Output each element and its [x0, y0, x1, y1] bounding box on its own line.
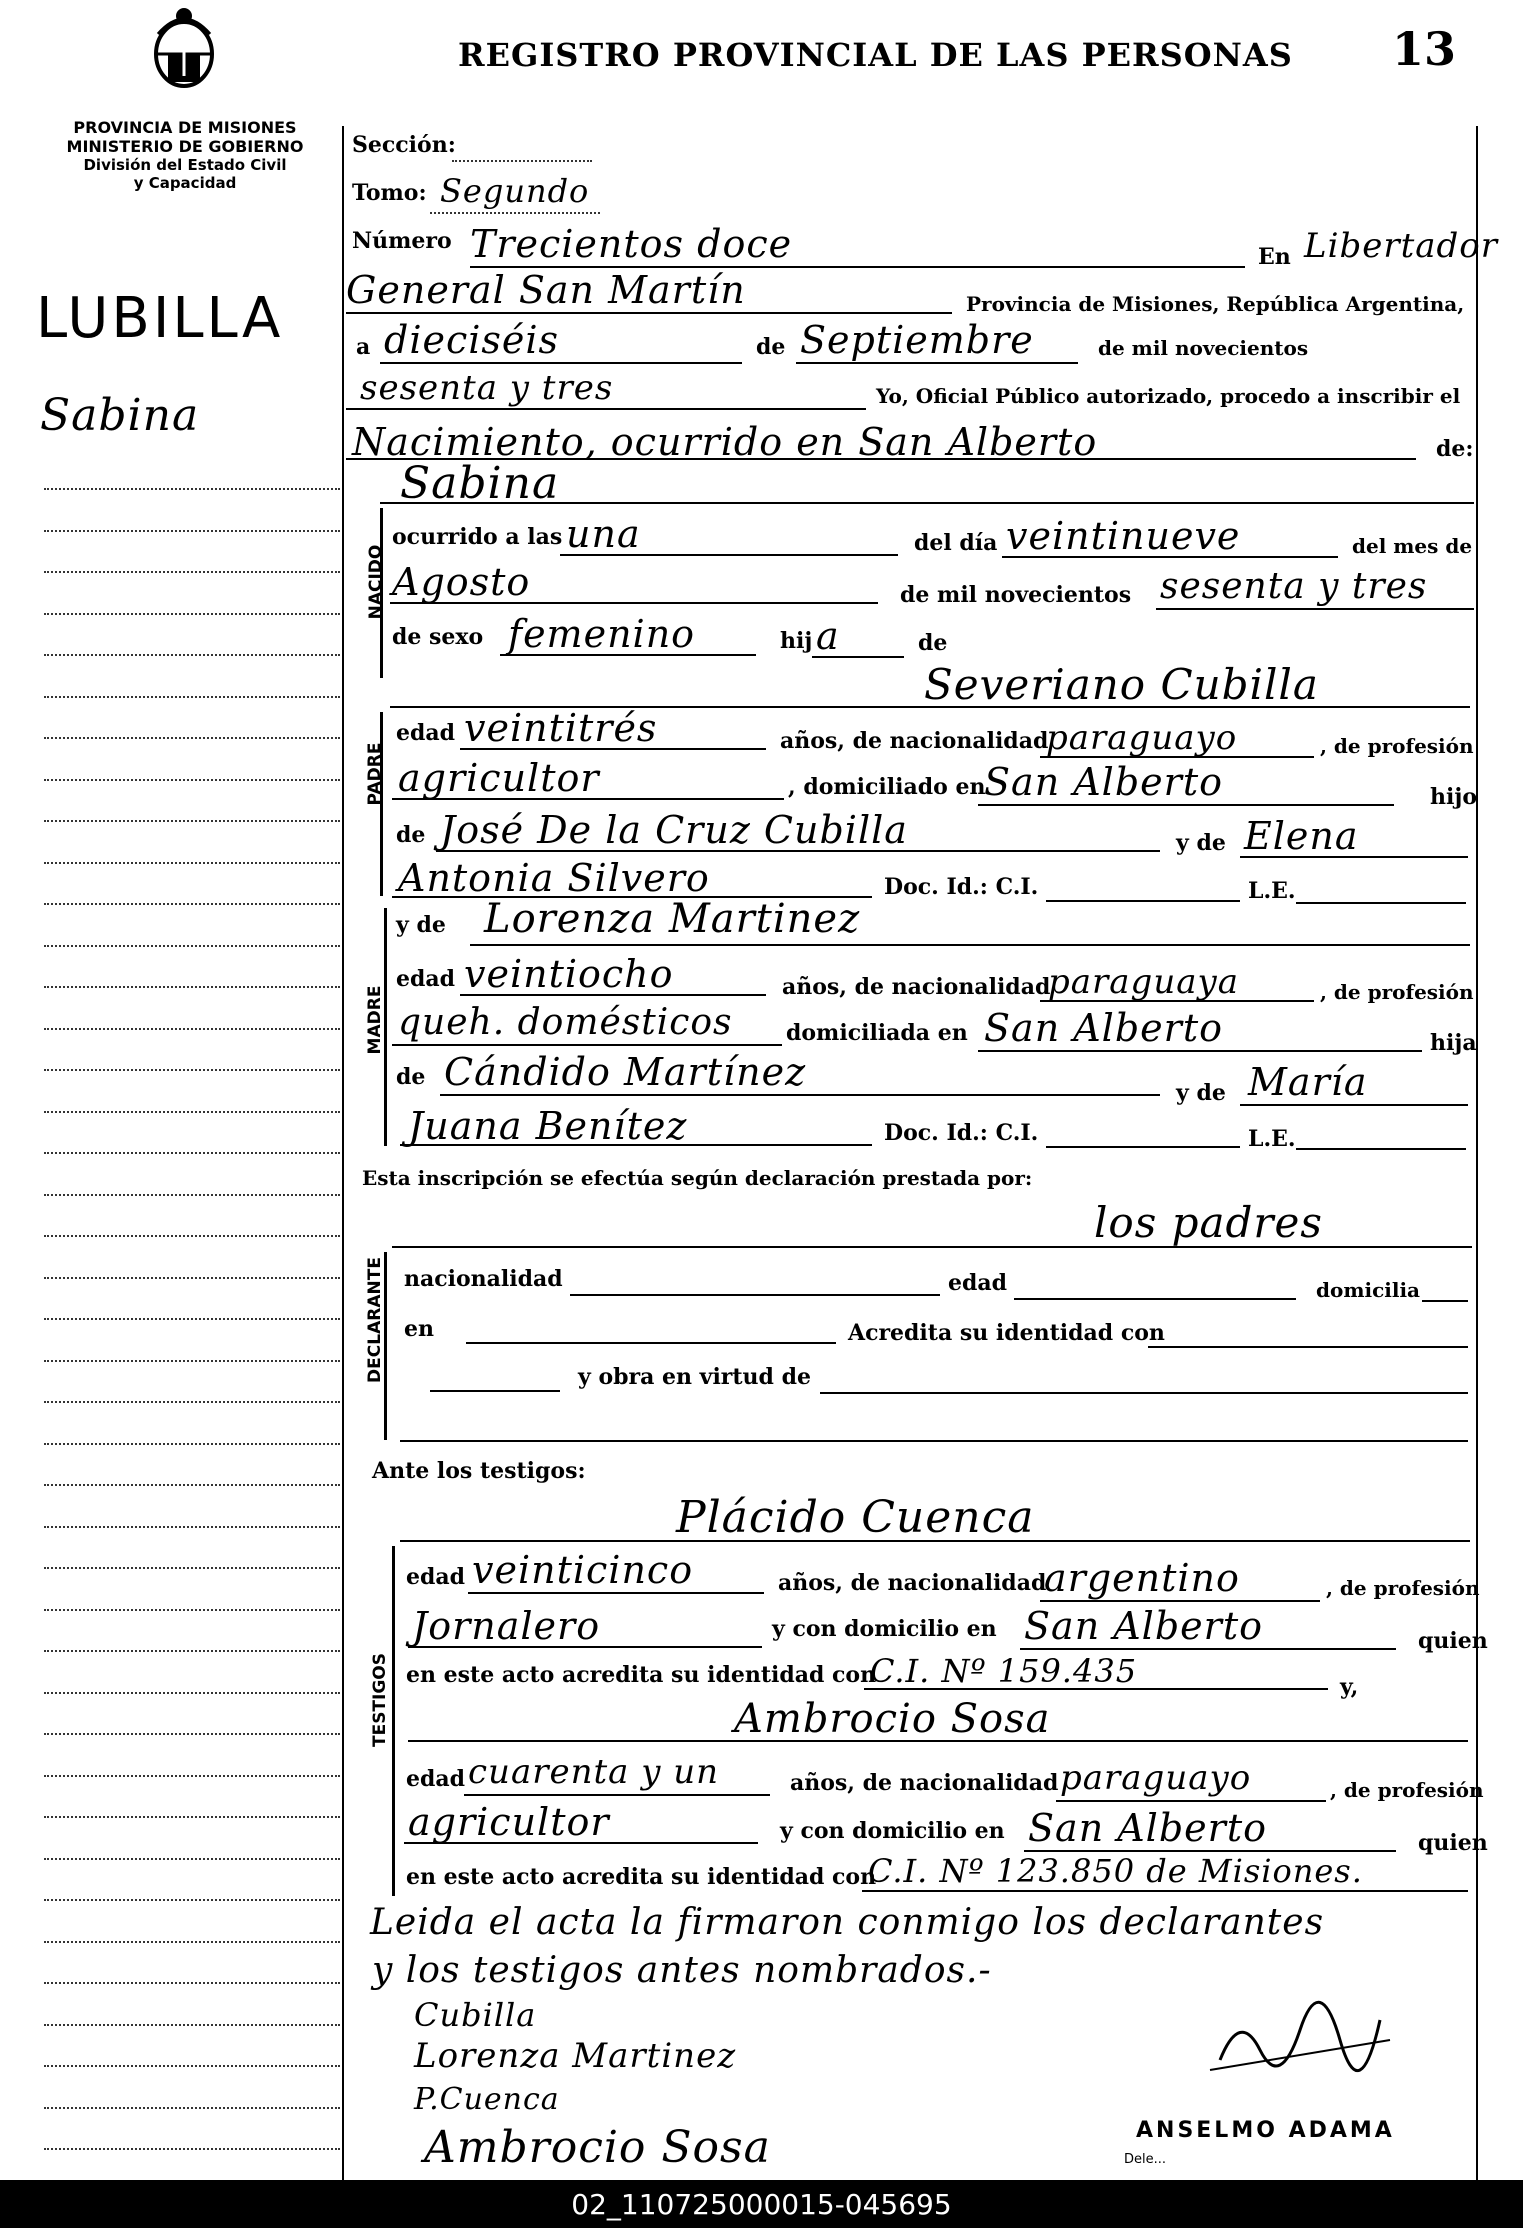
declarante-value: los padres [1094, 1198, 1323, 1247]
official-name: ANSELMO ADAMA [1136, 2118, 1395, 2143]
madre-nac-label: años, de nacionalidad [782, 974, 1051, 1000]
fecha-dia-line [380, 362, 742, 364]
margin-line [44, 737, 340, 739]
nacido-nombre-line [380, 502, 1474, 504]
t1-nac-label: años, de nacionalidad [778, 1570, 1047, 1596]
padre-edad-value: veintitrés [464, 706, 658, 750]
t1-ci-line [864, 1688, 1328, 1690]
margin-line [44, 1982, 340, 1984]
side-label-padre: PADRE [365, 742, 385, 806]
padre-edad-label: edad [396, 720, 456, 746]
margin-line [44, 2024, 340, 2026]
madre-dom-line [978, 1050, 1422, 1052]
t1-acto-label: en este acto acredita su identidad con [406, 1662, 877, 1688]
margin-line [44, 1443, 340, 1445]
margin-line [44, 2148, 340, 2150]
padre-prof-value: agricultor [398, 756, 600, 800]
padre-edad-line [460, 748, 766, 750]
margin-line [44, 1318, 340, 1320]
testigo1-line [400, 1540, 1470, 1542]
t2-prof-value: agricultor [408, 1800, 610, 1844]
t2-nac-line [1056, 1800, 1326, 1802]
decl-en-line [466, 1342, 836, 1344]
madre-le-line [1296, 1148, 1466, 1150]
decl-en-label: en [404, 1316, 434, 1342]
padre-prof-label: , de profesión [1320, 734, 1474, 758]
padre-y-de-line [1240, 856, 1468, 858]
t1-edad-line [468, 1592, 764, 1594]
madre-hija-label: hija [1430, 1030, 1477, 1056]
decl-obra-pre-line [430, 1390, 560, 1392]
margin-column-border [342, 126, 344, 2180]
en-value: Libertador [1304, 226, 1499, 266]
t1-dom-label: y con domicilio en [772, 1616, 997, 1642]
hora-line [560, 554, 898, 556]
fecha-dia: dieciséis [384, 318, 560, 362]
margin-line [44, 1692, 340, 1694]
hecho-value: Nacimiento, ocurrido en San Alberto [352, 420, 1098, 464]
madre-dom-value: San Alberto [984, 1006, 1223, 1050]
t2-edad-value: cuarenta y un [468, 1752, 720, 1792]
decl-acredita-line [1148, 1346, 1468, 1348]
margin-surname: LUBILLA [36, 286, 284, 351]
issuer-block [40, 118, 330, 192]
signature-sosa: Ambrocio Sosa [424, 2122, 771, 2173]
margin-line [44, 488, 340, 490]
madre-le-label: L.E. [1248, 1126, 1296, 1152]
provincia-label: Provincia de Misiones, República Argentina, [966, 292, 1465, 316]
hij-de-label: de [918, 630, 948, 656]
t2-edad-line [464, 1794, 770, 1796]
margin-line [44, 613, 340, 615]
hij-label: hij [780, 628, 813, 654]
padre-le-label: L.E. [1248, 878, 1296, 904]
t2-prof-line [404, 1842, 758, 1844]
yo-label: Yo, Oficial Público autorizado, procedo a inscribir el [876, 384, 1461, 408]
margin-line [44, 1235, 340, 1237]
margin-line [44, 903, 340, 905]
coat-of-arms-icon [148, 4, 220, 88]
madre-y-de-label: y de [396, 912, 446, 938]
margin-line [44, 530, 340, 532]
madre-prof-value: queh. domésticos [398, 1002, 733, 1043]
padre-nac-label: años, de nacionalidad [780, 728, 1049, 754]
margin-line [44, 1152, 340, 1154]
tomo-label: Tomo: [352, 180, 427, 206]
madre-nombre-line [470, 944, 1470, 946]
decl-nac-line [570, 1294, 940, 1296]
margin-line [44, 1816, 340, 1818]
anio-nac-line [1156, 608, 1474, 610]
t1-quien-label: quien [1418, 1628, 1488, 1654]
declarante-line [392, 1246, 1472, 1248]
t1-y-label: y, [1340, 1674, 1359, 1700]
decl-edad-label: edad [948, 1270, 1008, 1296]
margin-line [44, 1360, 340, 1362]
decl-extra-line [400, 1440, 1468, 1442]
margin-line [44, 1733, 340, 1735]
t1-edad-label: edad [406, 1564, 466, 1590]
padre-y-de-label: y de [1176, 830, 1226, 856]
hecho-de-label: de: [1436, 436, 1474, 462]
dia-nac-line [1002, 556, 1338, 558]
anio-nac-value: sesenta y tres [1160, 566, 1428, 607]
decl-acredita-label: Acredita su identidad con [848, 1320, 1165, 1346]
padre-le-line [1296, 902, 1466, 904]
margin-line [44, 2107, 340, 2109]
margin-line [44, 1401, 340, 1403]
padre-hijo-de-value: José De la Cruz Cubilla [440, 808, 908, 852]
padre-hijo-label: hijo [1430, 784, 1477, 810]
numero-label: Número [352, 228, 452, 254]
seccion-label: Sección: [352, 132, 456, 158]
margin-line [44, 1526, 340, 1528]
madre-y-de-value-2: Juana Benítez [408, 1104, 688, 1148]
decl-dom-line [1422, 1300, 1468, 1302]
mes-nac-value: Agosto [392, 560, 531, 604]
en-value-2: General San Martín [346, 268, 746, 312]
t1-dom-line [1020, 1648, 1396, 1650]
margin-line [44, 1194, 340, 1196]
padre-prof-line [392, 798, 784, 800]
page-title: REGISTRO PROVINCIAL DE LAS PERSONAS [458, 36, 1293, 74]
testigo1-nombre: Plácido Cuenca [676, 1492, 1035, 1543]
t1-edad-value: veinticinco [472, 1548, 694, 1592]
t1-prof-line [408, 1646, 762, 1648]
inscripcion-label: Esta inscripción se efectúa según declaración prestada por: [362, 1166, 1033, 1190]
madre-edad-line [460, 994, 766, 996]
padre-dom-line [978, 804, 1394, 806]
padre-doc-label: Doc. Id.: C.I. [884, 874, 1039, 900]
madre-hija-de-value: Cándido Martínez [444, 1050, 807, 1094]
madre-prof-line [392, 1044, 782, 1046]
padre-y-de-value-2: Antonia Silvero [398, 856, 710, 900]
margin-line [44, 571, 340, 573]
decl-obra-line [820, 1392, 1468, 1394]
hij-line [812, 656, 904, 658]
t1-prof-value: Jornalero [412, 1604, 601, 1648]
signature-lorenza: Lorenza Martinez [414, 2036, 737, 2076]
mes-nac-line [390, 602, 878, 604]
t2-nac-value: paraguayo [1060, 1758, 1252, 1798]
mil-nac-label: de mil novecientos [900, 582, 1132, 608]
padre-dom-value: San Alberto [984, 760, 1223, 804]
madre-y-de-line [1240, 1104, 1468, 1106]
nota-line-2: y los testigos antes nombrados.- [372, 1950, 992, 1991]
testigos-label: Ante los testigos: [372, 1458, 586, 1484]
padre-y-de-value: Elena [1244, 814, 1359, 858]
t1-ci-value: C.I. Nº 159.435 [870, 1652, 1138, 1690]
issuer-ministry: MINISTERIO DE GOBIERNO [66, 137, 304, 156]
t2-ci-line [862, 1890, 1468, 1892]
margin-line [44, 862, 340, 864]
footer-id: 02_110725000015-045695 [571, 2188, 952, 2221]
padre-doc-line [1046, 900, 1240, 902]
en-label: En [1258, 244, 1291, 270]
side-label-declarante: DECLARANTE [365, 1257, 385, 1383]
madre-nac-line [1040, 1000, 1314, 1002]
madre-prof-label: , de profesión [1320, 980, 1474, 1004]
margin-line [44, 820, 340, 822]
tomo-value: Segundo [440, 172, 590, 210]
t1-nac-value: argentino [1044, 1556, 1240, 1600]
ocurrido-label: ocurrido a las [392, 524, 563, 550]
fecha-mes: Septiembre [800, 318, 1034, 362]
margin-line [44, 1069, 340, 1071]
del-dia-label: del día [914, 530, 998, 556]
issuer-division: División del Estado Civil [83, 156, 287, 174]
fecha-a-label: a [356, 334, 371, 360]
dia-nac-value: veintinueve [1006, 514, 1241, 558]
decl-edad-line [1014, 1298, 1296, 1300]
padre-nac-line [1040, 756, 1314, 758]
fecha-mes-line [796, 362, 1078, 364]
issuer-division-2: y Capacidad [133, 174, 237, 192]
madre-nac-value: paraguaya [1048, 962, 1239, 1002]
decl-nac-label: nacionalidad [404, 1266, 563, 1292]
nacido-nombre: Sabina [400, 458, 560, 509]
fecha-anio-line [346, 408, 866, 410]
sexo-label: de sexo [392, 624, 484, 650]
nota-line-1: Leida el acta la firmaron conmigo los declarantes [370, 1902, 1325, 1943]
madre-y-de2-label: y de [1176, 1080, 1226, 1106]
t2-acto-label: en este acto acredita su identidad con [406, 1864, 877, 1890]
fecha-mil-label: de mil novecientos [1098, 336, 1309, 360]
t2-edad-label: edad [406, 1766, 466, 1792]
signature-cubilla: Cubilla [414, 1996, 537, 2034]
hora-value: una [566, 512, 641, 556]
t2-prof-label: , de profesión [1330, 1778, 1484, 1802]
decl-dom-label: domicilia [1316, 1278, 1421, 1302]
margin-line [44, 945, 340, 947]
madre-dom-label: domiciliada en [786, 1020, 968, 1046]
official-signature-icon [1200, 2000, 1400, 2080]
margin-line [44, 1775, 340, 1777]
signature-cuenca: P.Cuenca [414, 2082, 560, 2117]
madre-y-de-value: María [1248, 1060, 1368, 1104]
numero-value: Trecientos doce [470, 222, 793, 266]
margin-line [44, 1484, 340, 1486]
margin-line [44, 696, 340, 698]
madre-nombre: Lorenza Martinez [484, 896, 861, 942]
sexo-line [500, 654, 756, 656]
form-right-border [1476, 126, 1478, 2180]
madre-y-de-line-2 [400, 1144, 872, 1146]
fecha-anio: sesenta y tres [360, 368, 614, 408]
testigo2-line [408, 1740, 1468, 1742]
margin-line [44, 1609, 340, 1611]
t1-prof-label: , de profesión [1326, 1576, 1480, 1600]
margin-line [44, 1650, 340, 1652]
madre-doc-line [1046, 1146, 1240, 1148]
t1-dom-value: San Alberto [1024, 1604, 1263, 1648]
decl-obra-label: y obra en virtud de [578, 1364, 811, 1390]
madre-edad-label: edad [396, 966, 456, 992]
margin-line [44, 1899, 340, 1901]
margin-line [44, 1028, 340, 1030]
testigos-bracket [392, 1546, 395, 1896]
official-subtitle: Dele... [1124, 2152, 1167, 2167]
padre-hijo-de-line [436, 850, 1160, 852]
madre-edad-value: veintiocho [464, 952, 674, 996]
sexo-value: femenino [508, 612, 696, 656]
madre-hija-de-label: de [396, 1064, 426, 1090]
side-label-nacido: NACIDO [366, 544, 386, 620]
margin-line [44, 779, 340, 781]
margin-line [44, 1941, 340, 1943]
t2-nac-label: años, de nacionalidad [790, 1770, 1059, 1796]
margin-line [44, 1277, 340, 1279]
t2-quien-label: quien [1418, 1830, 1488, 1856]
issuer-province: PROVINCIA DE MISIONES [73, 118, 297, 137]
testigo2-nombre: Ambrocio Sosa [734, 1696, 1051, 1742]
t2-ci-value: C.I. Nº 123.850 de Misiones. [868, 1852, 1363, 1890]
en-line-2 [346, 312, 952, 314]
t2-dom-label: y con domicilio en [780, 1818, 1005, 1844]
margin-line [44, 2065, 340, 2067]
tomo-line [430, 212, 600, 214]
padre-hijo-de-label: de [396, 822, 426, 848]
margin-line [44, 1567, 340, 1569]
padre-nombre: Severiano Cubilla [924, 660, 1319, 709]
hij-suffix: a [816, 614, 840, 658]
t1-nac-line [1040, 1600, 1320, 1602]
margin-line [44, 986, 340, 988]
fecha-de-label: de [756, 334, 786, 360]
page-number: 13 [1392, 22, 1457, 76]
madre-hija-de-line [440, 1094, 1160, 1096]
padre-dom-label: , domiciliado en [788, 774, 986, 800]
margin-line [44, 1111, 340, 1113]
seccion-line [452, 160, 592, 162]
margin-line [44, 654, 340, 656]
margin-line [44, 1858, 340, 1860]
margin-given-name: Sabina [40, 390, 200, 441]
madre-doc-label: Doc. Id.: C.I. [884, 1120, 1039, 1146]
del-mes-label: del mes de [1352, 534, 1473, 558]
t2-dom-value: San Alberto [1028, 1806, 1267, 1850]
side-label-testigos: TESTIGOS [370, 1652, 390, 1748]
padre-nac-value: paraguayo [1046, 718, 1238, 758]
side-label-madre: MADRE [365, 985, 385, 1055]
